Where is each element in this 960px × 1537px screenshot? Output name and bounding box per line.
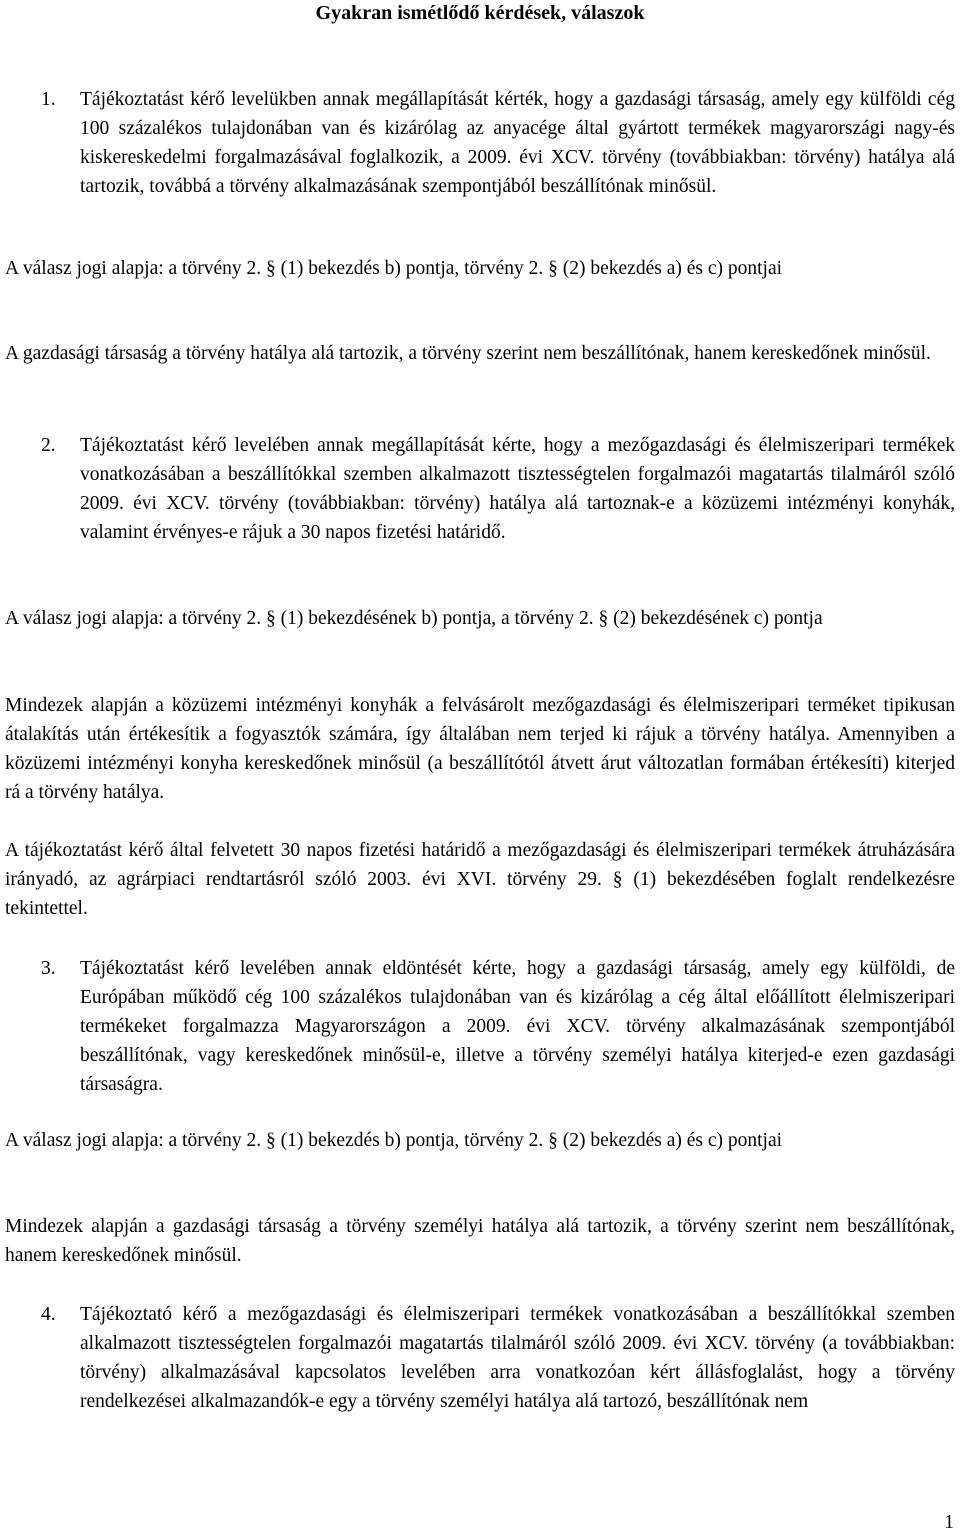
page-number: 1 bbox=[944, 1512, 954, 1533]
question-3-text: Tájékoztatást kérő levelében annak eldöntését kérte, hogy a gazdasági társaság, amely egy külföldi, de Európában működő cég 100 százalékos tulajdonában van és kizárólag a cég által előállított élelmiszeripari termékeket forgalmazza Magyarországon a 2009. évi XCV. törvény alkalmazásának szempontjából beszállítónak, vagy kereskedőnek minősül-e, illetve a törvény személyi hatálya kiterjed-e ezen gazdasági társaságra. bbox=[80, 958, 955, 1095]
question-2-legal-basis: A válasz jogi alapja: a törvény 2. § (1) bekezdésének b) pontja, a törvény 2. § (2) bekezdésének c) pontja bbox=[5, 608, 823, 629]
question-4-text: Tájékoztató kérő a mezőgazdasági és élelmiszeripari termékek vonatkozásában a beszállítókkal szemben alkalmazott tisztességtelen forgalmazói magatartás tilalmáról szóló 2009. évi XCV. törvény (a továbbiakban: törvény) alkalmazásával kapcsolatos levelében arra vonatkozóan kért állásfoglalást, hogy a törvény rendelkezései alkalmazandók-e egy a törvény személyi hatálya alá tartozó, beszállítónak nem bbox=[80, 1304, 955, 1412]
question-2-text: Tájékoztatást kérő levelében annak megállapítását kérte, hogy a mezőgazdasági és élelmiszeripari termékek vonatkozásában a beszállítókkal szemben alkalmazott tisztességtelen forgalmazói magatartás tilalmáról szóló 2009. évi XCV. törvény (továbbiakban: törvény) hatálya alá tartoznak-e a közüzemi intézményi konyhák, valamint érvényes-e rájuk a 30 napos fizetési határidő. bbox=[80, 435, 955, 543]
question-2-answer-deadline: A tájékoztatást kérő által felvetett 30 napos fizetési határidő a mezőgazdasági és élelmiszeripari termékek átruházására irányadó, az agrárpiaci rendtartásról szóló 2003. évi XVI. törvény 29. § (1) bekezdésében foglalt rendelkezésre tekintettel. bbox=[5, 840, 955, 919]
question-1-body: Tájékoztatást kérő levelükben annak megállapítását kérték, hogy a gazdasági társaság, amely egy külföldi cég 100 százalékos tulajdonában van és kizárólag az anyacége által gyártott termékek magyarországi nagy-és kiskereskedelmi forgalmazásával foglalkozik, a 2009. évi XCV. törvény (továbbiakban: törvény) hatálya alá tartozik, továbbá a törvény alkalmazásának szempontjából beszállítónak minősül. bbox=[80, 89, 955, 197]
question-4-number: 4. bbox=[41, 1304, 56, 1325]
question-2-number: 2. bbox=[41, 435, 56, 456]
question-1-number: 1. bbox=[41, 89, 56, 110]
question-3-answer: Mindezek alapján a gazdasági társaság a törvény személyi hatálya alá tartozik, a törvény szerint nem beszállítónak, hanem kereskedőnek minősül. bbox=[5, 1216, 955, 1266]
question-1-legal-basis: A válasz jogi alapja: a törvény 2. § (1) bekezdés b) pontja, törvény 2. § (2) bekezdés a) és c) pontjai bbox=[5, 258, 783, 279]
question-3-legal-basis: A válasz jogi alapja: a törvény 2. § (1) bekezdés b) pontja, törvény 2. § (2) bekezdés a) és c) pontjai bbox=[5, 1130, 783, 1151]
question-2-answer: Mindezek alapján a közüzemi intézményi konyhák a felvásárolt mezőgazdasági és élelmiszeripari terméket tipikusan átalakítás után értékesítik a fogyasztók számára, így általában nem terjed ki rájuk a törvény hatálya. Amennyiben a közüzemi intézményi konyha kereskedőnek minősül (a beszállítótól átvett árut változatlan formában értékesíti) kiterjed rá a törvény hatálya. bbox=[5, 695, 955, 803]
question-1-answer: A gazdasági társaság a törvény hatálya alá tartozik, a törvény szerint nem beszállítónak, hanem kereskedőnek minősül. bbox=[5, 343, 931, 364]
page-title: Gyakran ismétlődő kérdések, válaszok bbox=[315, 2, 645, 24]
question-1-text bbox=[80, 85, 955, 201]
question-3-number: 3. bbox=[41, 958, 56, 979]
